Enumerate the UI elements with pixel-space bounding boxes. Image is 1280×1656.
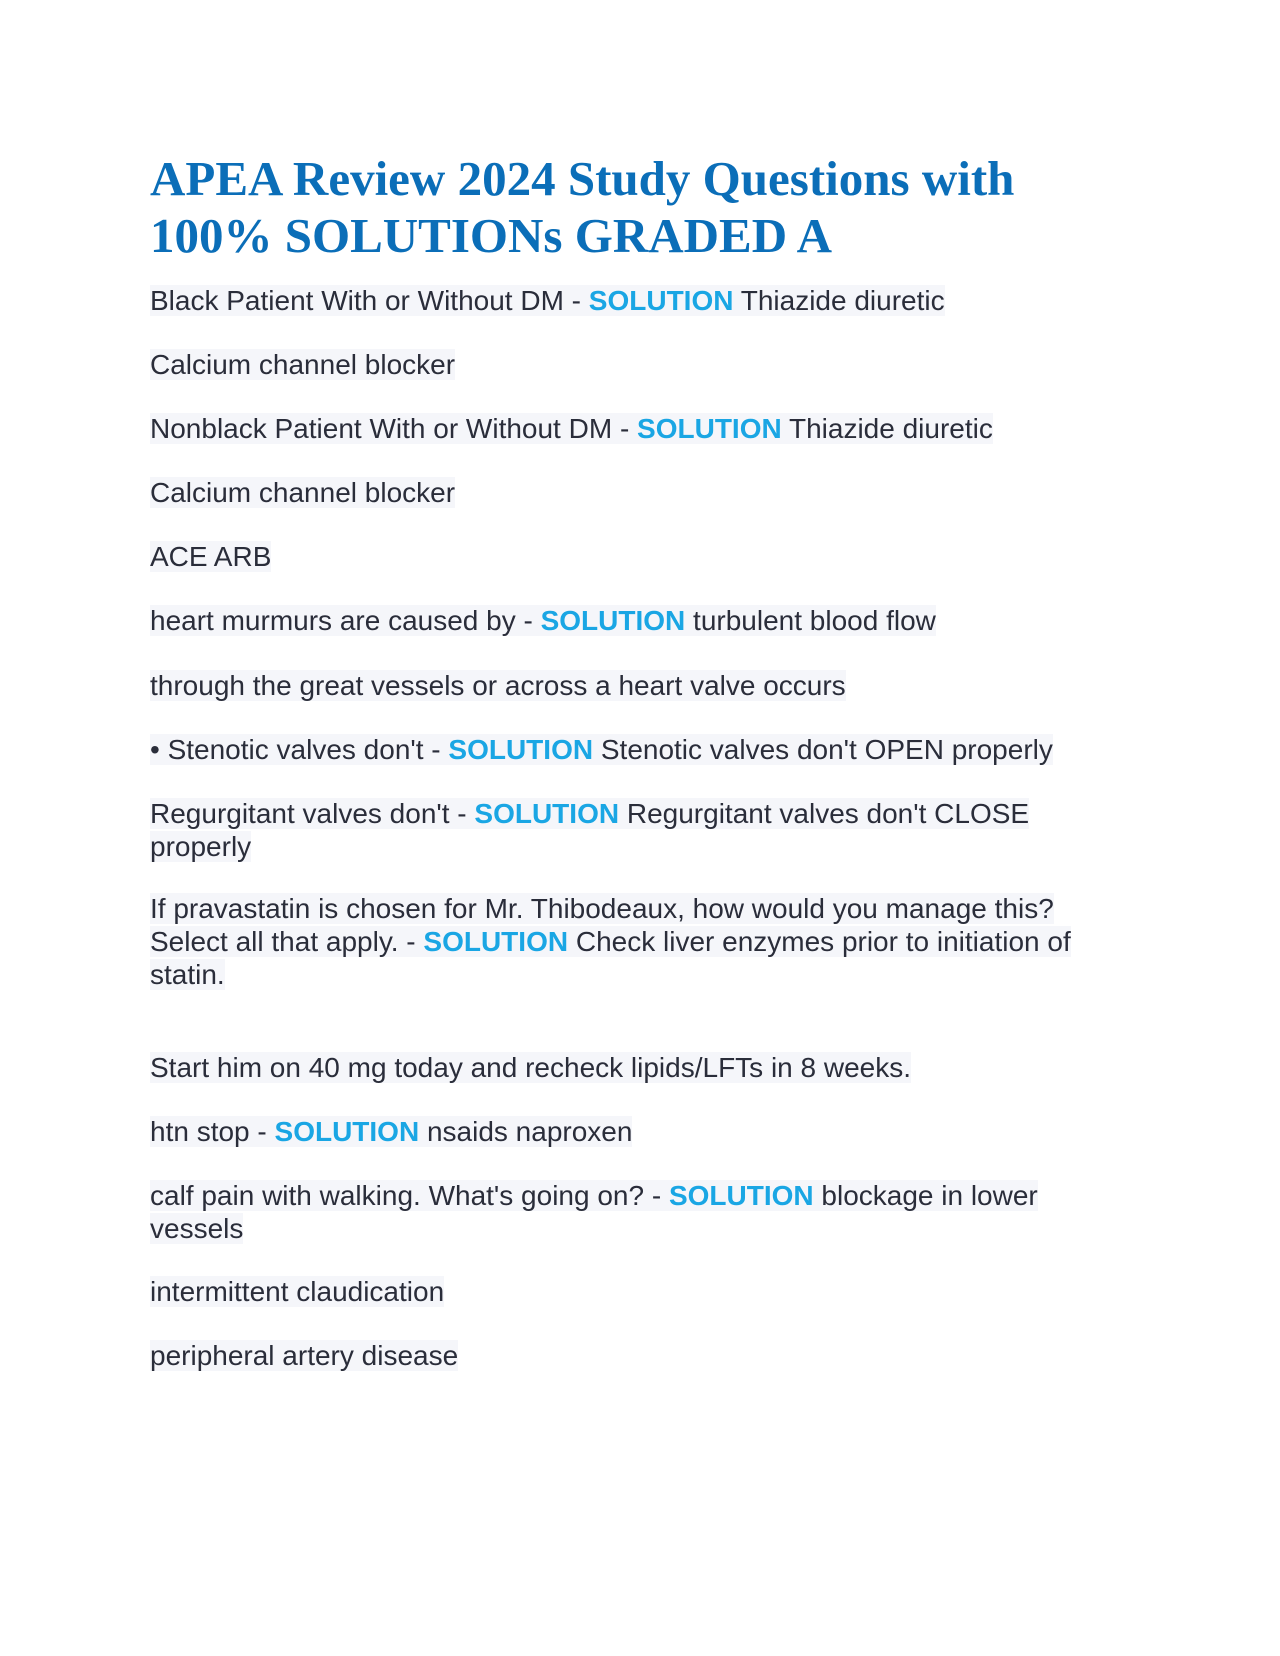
question-text: Nonblack Patient With or Without DM - [150, 413, 638, 444]
qa-entry-regurgitant-valves [150, 797, 1130, 863]
question-text: If pravastatin is chosen for Mr. Thibodeaux, how would you manage this? Select all that apply. - [150, 893, 1054, 957]
text-line: peripheral artery disease [150, 1340, 459, 1371]
answer-text: Thiazide diuretic [781, 413, 993, 444]
answer-text: Regurgitant valves don't CLOSE properly [150, 798, 1030, 862]
qa-entry-pravastatin [150, 892, 1130, 991]
text-line: through the great vessels or across a heart valve occurs [150, 670, 846, 701]
qa-entry-line [150, 893, 1071, 990]
question-text: Black Patient With or Without DM - [150, 285, 589, 316]
answer-text: Thiazide diuretic [733, 285, 945, 316]
document-title: APEA Review 2024 Study Questions with 100% SOLUTIONs GRADED A [150, 151, 1015, 263]
question-text: heart murmurs are caused by - [150, 605, 541, 636]
qa-entry-line [150, 1180, 1038, 1244]
answer-text: nsaids naproxen [419, 1116, 633, 1147]
answer-text: blockage in lower vessels [150, 1180, 1038, 1244]
question-text: • Stenotic valves don't - [150, 734, 449, 765]
text-entry [150, 1051, 1130, 1084]
answer-text: Check liver enzymes prior to initiation of statin. [150, 926, 1071, 990]
text-entry [150, 1275, 1130, 1308]
solution-label: SOLUTION [588, 285, 734, 316]
question-text: calf pain with walking. What's going on? - [150, 1180, 669, 1211]
text-line: intermittent claudication [150, 1276, 445, 1307]
qa-entry-line [150, 1116, 632, 1147]
solution-label: SOLUTION [637, 413, 782, 444]
text-line: Calcium channel blocker [150, 477, 456, 508]
qa-entry-line [150, 285, 945, 316]
text-entry [150, 476, 1130, 509]
solution-label: SOLUTION [423, 926, 569, 957]
qa-entry-calf-pain [150, 1179, 1130, 1245]
qa-entry-nonblack-patient [150, 412, 1130, 445]
answer-text: turbulent blood flow [685, 605, 936, 636]
qa-entry-black-patient [150, 284, 1130, 317]
text-line: Calcium channel blocker [150, 349, 456, 380]
text-entry [150, 669, 1130, 702]
solution-label: SOLUTION [540, 605, 686, 636]
text-line: ACE ARB [150, 541, 272, 572]
question-text: Regurgitant valves don't - [150, 798, 475, 829]
text-entry [150, 1339, 1130, 1372]
qa-entry-htn-stop [150, 1115, 1130, 1148]
qa-entry-line [150, 734, 1053, 765]
qa-entry-line [150, 605, 936, 636]
question-text: htn stop - [150, 1116, 275, 1147]
qa-entry-stenotic-valves [150, 733, 1130, 766]
qa-entry-line [150, 798, 1029, 862]
answer-text: Stenotic valves don't OPEN properly [593, 734, 1053, 765]
solution-label: SOLUTION [474, 798, 620, 829]
qa-entry-line [150, 413, 993, 444]
qa-entry-heart-murmurs [150, 604, 1130, 637]
solution-label: SOLUTION [668, 1180, 814, 1211]
text-entry [150, 348, 1130, 381]
solution-label: SOLUTION [448, 734, 594, 765]
text-line: Start him on 40 mg today and recheck lipids/LFTs in 8 weeks. [150, 1052, 912, 1083]
text-entry [150, 540, 1130, 573]
solution-label: SOLUTION [274, 1116, 420, 1147]
